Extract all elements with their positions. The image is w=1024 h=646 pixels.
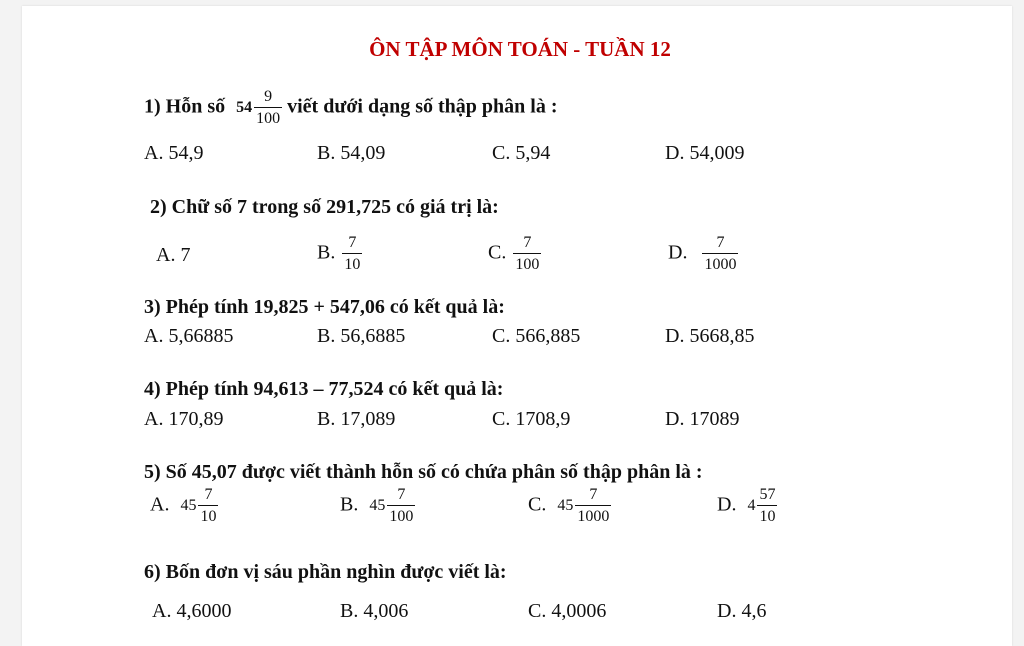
document-title: ÔN TẬP MÔN TOÁN - TUẦN 12 xyxy=(369,37,671,61)
q5-option-b xyxy=(340,486,415,526)
fraction xyxy=(513,234,541,274)
question-6: 6) Bốn đơn vị sáu phần nghìn được viết là: xyxy=(144,561,507,583)
q1-option-a: A. 54,9 xyxy=(144,142,204,164)
q1-option-b: B. 54,09 xyxy=(317,142,386,164)
fraction-denominator: 10 xyxy=(344,256,361,273)
q6-option-d: D. 4,6 xyxy=(717,600,767,622)
mixed-number-whole: 4 xyxy=(747,497,756,514)
q6-option-c: C. 4,0006 xyxy=(528,600,607,622)
q1-option-d: D. 54,009 xyxy=(665,142,745,164)
question-2: 2) Chữ số 7 trong số 291,725 có giá trị là: xyxy=(150,196,499,218)
fraction-denominator: 100 xyxy=(256,110,281,127)
q4-option-b: B. 17,089 xyxy=(317,408,396,430)
question-1-suffix: viết dưới dạng số thập phân là : xyxy=(287,95,558,118)
fraction-numerator: 7 xyxy=(575,486,611,506)
option-label: C. xyxy=(528,493,547,516)
fraction xyxy=(198,486,218,526)
fraction-numerator: 7 xyxy=(342,234,362,254)
q3-option-c: C. 566,885 xyxy=(492,325,581,347)
fraction-denominator: 10 xyxy=(759,508,776,525)
option-label: B. xyxy=(317,241,336,264)
fraction xyxy=(702,234,738,274)
fraction xyxy=(387,486,415,526)
option-label: C. xyxy=(488,241,507,264)
fraction-numerator: 7 xyxy=(387,486,415,506)
fraction-denominator: 10 xyxy=(200,508,217,525)
option-label: D. xyxy=(668,241,688,264)
q2-option-d xyxy=(668,234,738,274)
q5-option-a xyxy=(150,486,218,526)
question-4: 4) Phép tính 94,613 – 77,524 có kết quả là: xyxy=(144,378,504,400)
q2-option-b xyxy=(317,234,362,274)
question-1-prefix: 1) Hỗn số xyxy=(144,95,226,118)
q6-option-a: A. 4,6000 xyxy=(152,600,232,622)
fraction-denominator: 100 xyxy=(515,256,540,273)
mixed-number-whole: 45 xyxy=(180,497,197,514)
mixed-number-whole: 54 xyxy=(236,99,253,116)
fraction xyxy=(757,486,777,526)
fraction xyxy=(575,486,611,526)
q3-option-a: A. 5,66885 xyxy=(144,325,234,347)
fraction-denominator: 1000 xyxy=(577,508,610,525)
fraction-denominator: 100 xyxy=(389,508,414,525)
fraction-numerator: 7 xyxy=(513,234,541,254)
q3-option-d: D. 5668,85 xyxy=(665,325,755,347)
q2-option-c xyxy=(488,234,541,274)
q5-option-c xyxy=(528,486,611,526)
question-1 xyxy=(144,88,558,128)
q4-option-d: D. 17089 xyxy=(665,408,740,430)
question-3: 3) Phép tính 19,825 + 547,06 có kết quả là: xyxy=(144,296,505,318)
q1-option-c: C. 5,94 xyxy=(492,142,551,164)
q4-option-c: C. 1708,9 xyxy=(492,408,571,430)
fraction-numerator: 9 xyxy=(254,88,282,108)
option-label: D. xyxy=(717,493,737,516)
fraction xyxy=(342,234,362,274)
option-label: A. xyxy=(150,493,170,516)
mixed-number-whole: 45 xyxy=(369,497,386,514)
q6-option-b: B. 4,006 xyxy=(340,600,409,622)
mixed-number-whole: 45 xyxy=(557,497,574,514)
q3-option-b: B. 56,6885 xyxy=(317,325,406,347)
q5-option-d xyxy=(717,486,777,526)
q2-option-a: A. 7 xyxy=(156,244,191,266)
question-5: 5) Số 45,07 được viết thành hỗn số có chứa phân số thập phân là : xyxy=(144,461,703,483)
fraction-numerator: 57 xyxy=(757,486,777,506)
option-label: B. xyxy=(340,493,359,516)
fraction-numerator: 7 xyxy=(198,486,218,506)
mixed-number-fraction xyxy=(254,88,282,128)
fraction-numerator: 7 xyxy=(702,234,738,254)
q4-option-a: A. 170,89 xyxy=(144,408,224,430)
fraction-denominator: 1000 xyxy=(704,256,737,273)
